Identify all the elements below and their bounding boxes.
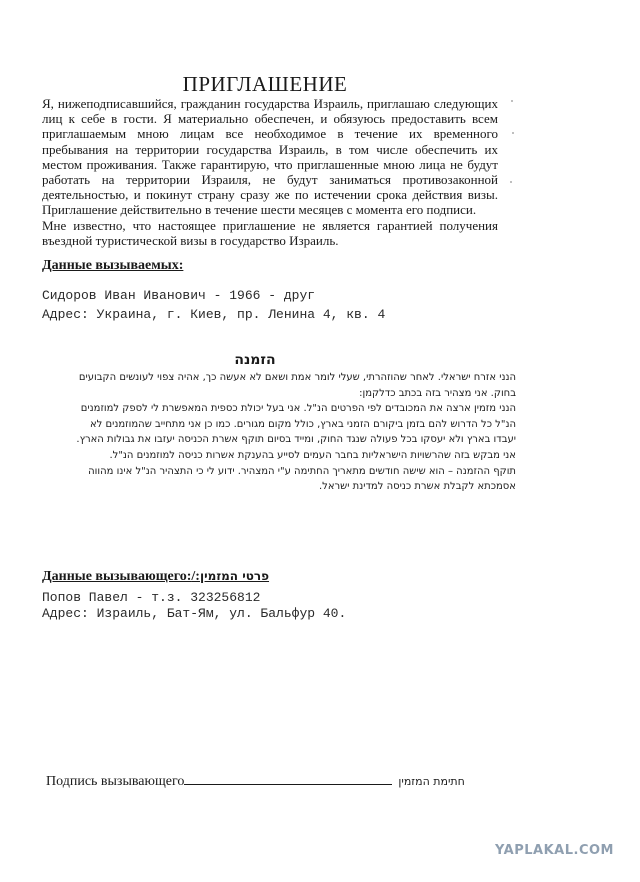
site-watermark: YAPLAKAL.COM: [495, 843, 614, 858]
hebrew-line: הנ"ל כל הדרוש להם בזמן ביקורם הזמני בארץ, כולל מקום מגורים. כמו כן אני מתחייב שהמוזמנים לא: [89, 418, 516, 430]
inviter-name: Попов Павел - т.з. 323256812: [42, 590, 261, 605]
hebrew-text: [40, 370, 516, 495]
hebrew-line: יעבדו בארץ ולא יעסקו בכל פעולה שנגד החוק, ומייד בסיום תוקף אשרת הכניסה יעזבו את גבולות הארץ.: [76, 434, 516, 446]
inviter-heading-separator: /:: [191, 569, 200, 584]
document-title: ПРИГЛАШЕНИЕ: [182, 72, 348, 96]
hebrew-line: הנני אזרח ישראלי. לאחר שהוזהרתי, שעלי לומר אמת ושאם לא אעשה כך, אהיה צפוי לעונשים הקבועים: [78, 372, 516, 383]
hebrew-line: הנני מזמין ארצה את המכובדים לפי הפרטים הנ"ל. אני בעל יכולת כספית המאפשרת לי לספק למוזמנים: [80, 403, 516, 415]
invitation-paragraph-2: Мне известно, что настоящее приглашение не является гарантией получения въездной туристической визы в государство Израиль.: [42, 217, 498, 248]
signature-row: [46, 770, 465, 790]
signature-line: [184, 770, 392, 785]
signature-label: Подпись вызывающего: [46, 774, 185, 789]
scan-speck: [511, 100, 513, 102]
invitation-text: [42, 96, 498, 248]
invitee-name: Сидоров Иван Иванович - 1966 - друг: [42, 288, 316, 303]
hebrew-title: הזמנה: [234, 352, 276, 368]
invitation-paragraph-1: Я, нижеподписавшийся, гражданин государства Израиль, приглашаю следующих лиц к себе в гости. Я материально обеспечен, и обязуюсь предоставить всем приглашаемым мною лицам все необходимое в течение их временного пребывания на территории государства Израиль, в том числе обеспечить их местом проживания. Также гарантирую, что приглашенные мною лица не будут работать на территории Израиля, не будут заниматься противозаконной деятельностью, и покинут страну сразу же по истечении срока действия визы. Приглашение действительно в течение шести месяцев с момента его подписи.: [42, 96, 498, 218]
scan-speck: [512, 132, 514, 134]
hebrew-line: תוקף ההזמנה – הוא שישה חודשים מתאריך החתימה ע"י המצהיר. ידוע לי כי התצהיר הנ"ל אינו מהווה: [88, 465, 516, 477]
hebrew-line: אסמכתא לקבלת אשרת כניסה למדינת ישראל.: [318, 481, 516, 493]
hebrew-line: אני מבקש בזה שהרשויות הישראליות בחבר העמים לסייע בהענקת אשרות כניסה למוזמנים הנ"ל.: [109, 449, 516, 461]
scan-speck: [510, 181, 512, 183]
hebrew-line: בחוק. אני מצהיר בזה בכתב כדלקמן:: [359, 387, 516, 399]
inviter-heading-ru: Данные вызывающего:: [42, 569, 192, 584]
invitee-address: Адрес: Украина, г. Киев, пр. Ленина 4, кв. 4: [42, 307, 386, 322]
inviter-heading: [42, 569, 269, 585]
invitee-heading: Данные вызываемых:: [42, 258, 184, 273]
inviter-address: Адрес: Израиль, Бат-Ям, ул. Бальфур 40.: [42, 606, 347, 621]
inviter-heading-he: פרטי המזמין: [199, 569, 270, 583]
signature-label-he: חתימת המזמין: [398, 775, 465, 788]
